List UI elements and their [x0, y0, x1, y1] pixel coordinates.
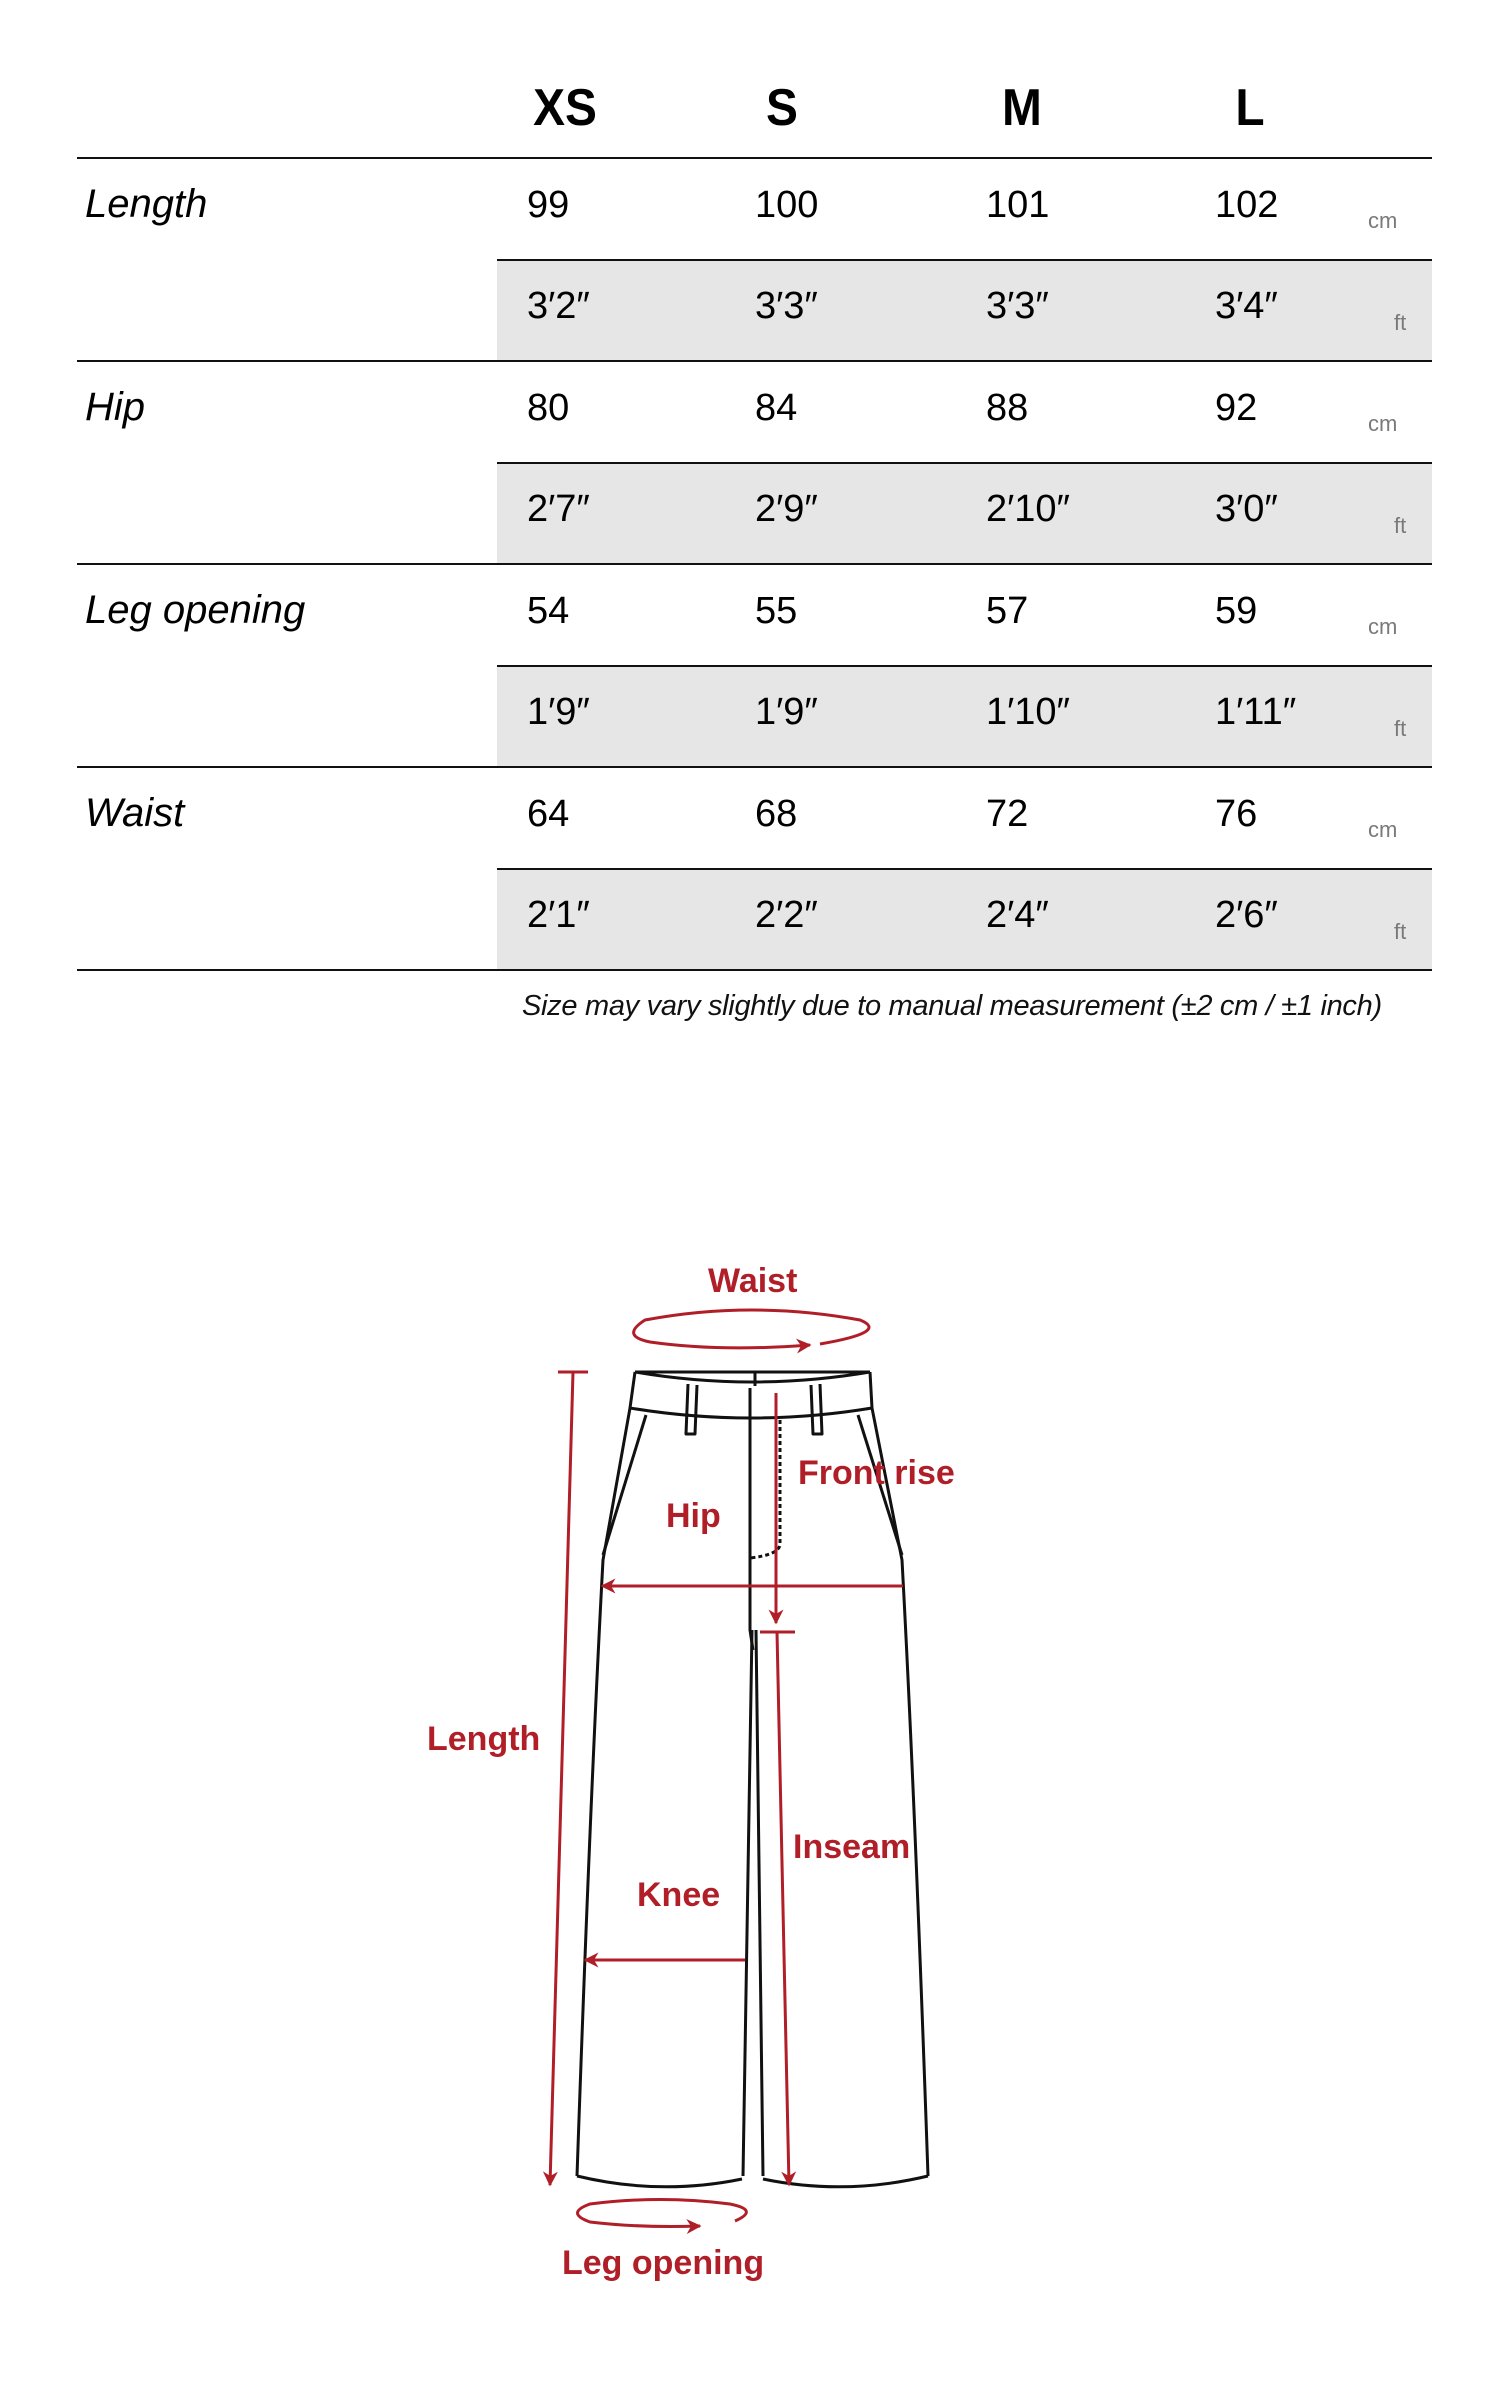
length-label: Length	[427, 1720, 541, 1758]
cell-xs-cm: 99	[527, 184, 570, 226]
cell-s-cm: 68	[755, 793, 798, 835]
inseam-label: Inseam	[793, 1828, 911, 1866]
cell-s-ft: 2′9″	[755, 488, 818, 530]
cell-m-ft: 1′10″	[986, 691, 1070, 733]
cell-l-ft: 3′4″	[1215, 285, 1278, 327]
unit-ft: ft	[1394, 310, 1407, 335]
size-header-s: S	[766, 79, 798, 137]
cell-xs-ft: 1′9″	[527, 691, 590, 733]
unit-cm: cm	[1368, 411, 1398, 436]
cell-l-ft: 1′11″	[1215, 691, 1297, 733]
cell-m-ft: 3′3″	[986, 285, 1049, 327]
cell-xs-cm: 54	[527, 590, 570, 632]
cell-xs-cm: 80	[527, 387, 570, 429]
row-label: Leg opening	[85, 588, 306, 632]
cell-s-ft: 3′3″	[755, 285, 818, 327]
cell-xs-ft: 3′2″	[527, 285, 590, 327]
row-label: Hip	[85, 385, 146, 429]
cell-l-ft: 2′6″	[1215, 894, 1278, 936]
cell-l-cm: 59	[1215, 590, 1258, 632]
cell-l-cm: 92	[1215, 387, 1258, 429]
unit-cm: cm	[1368, 817, 1398, 842]
size-header-xs: XS	[533, 79, 597, 137]
hip-label: Hip	[666, 1497, 721, 1535]
cell-m-cm: 72	[986, 793, 1029, 835]
front-rise-label: Front rise	[798, 1454, 955, 1492]
size-header-l: L	[1235, 79, 1265, 137]
cell-s-cm: 55	[755, 590, 798, 632]
row-label: Length	[85, 182, 208, 226]
cell-m-cm: 101	[986, 184, 1050, 226]
cell-m-ft: 2′4″	[986, 894, 1049, 936]
knee-label: Knee	[637, 1876, 721, 1914]
cell-l-ft: 3′0″	[1215, 488, 1278, 530]
unit-ft: ft	[1394, 919, 1407, 944]
cell-xs-cm: 64	[527, 793, 570, 835]
cell-m-cm: 88	[986, 387, 1029, 429]
cell-m-ft: 2′10″	[986, 488, 1070, 530]
cell-s-cm: 100	[755, 184, 819, 226]
cell-l-cm: 102	[1215, 184, 1279, 226]
size-header-m: M	[1002, 79, 1042, 137]
measurement-note: Size may vary slightly due to manual measurement (±2 cm / ±1 inch)	[522, 990, 1382, 1022]
unit-ft: ft	[1394, 716, 1407, 741]
unit-cm: cm	[1368, 614, 1398, 639]
cell-s-ft: 2′2″	[755, 894, 818, 936]
cell-xs-ft: 2′1″	[527, 894, 590, 936]
cell-m-cm: 57	[986, 590, 1029, 632]
cell-xs-ft: 2′7″	[527, 488, 590, 530]
row-label: Waist	[85, 791, 185, 835]
unit-cm: cm	[1368, 208, 1398, 233]
unit-ft: ft	[1394, 513, 1407, 538]
waist-label: Waist	[708, 1262, 798, 1300]
cell-l-cm: 76	[1215, 793, 1258, 835]
cell-s-ft: 1′9″	[755, 691, 818, 733]
cell-s-cm: 84	[755, 387, 798, 429]
leg-opening-label: Leg opening	[562, 2244, 765, 2282]
